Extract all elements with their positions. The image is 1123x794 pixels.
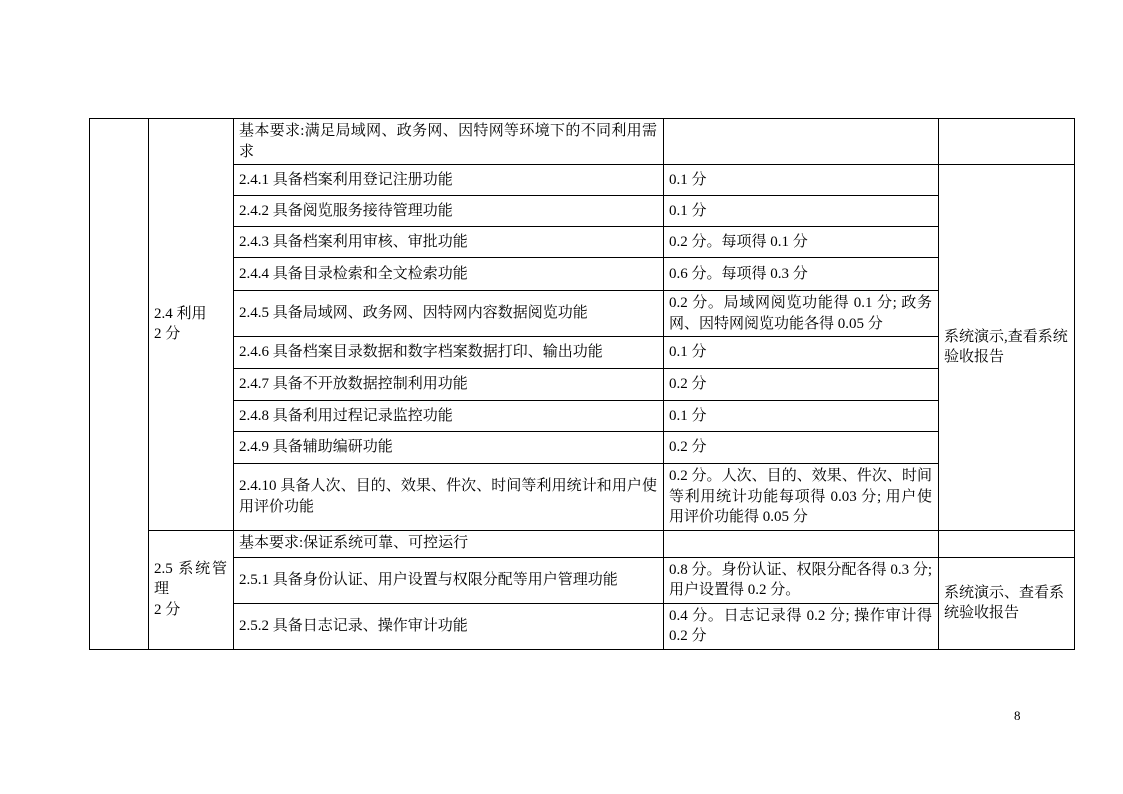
table-row bbox=[90, 196, 1075, 227]
requirement-2-4-1: 2.4.1 具备档案利用登记注册功能 bbox=[234, 165, 664, 196]
table-row bbox=[90, 369, 1075, 401]
requirement-2-4-7: 2.4.7 具备不开放数据控制利用功能 bbox=[234, 369, 664, 401]
table-row bbox=[90, 557, 1075, 603]
category-cell-2-5 bbox=[149, 530, 234, 649]
empty-score-cell bbox=[664, 530, 939, 557]
table-row bbox=[90, 165, 1075, 196]
requirement-2-4-3: 2.4.3 具备档案利用审核、审批功能 bbox=[234, 227, 664, 258]
table-row bbox=[90, 227, 1075, 258]
requirement-2-5-1: 2.5.1 具备身份认证、用户设置与权限分配等用户管理功能 bbox=[234, 557, 664, 603]
verification-cell-2-4: 系统演示,查看系统验收报告 bbox=[939, 165, 1075, 531]
requirement-2-4-4: 2.4.4 具备目录检索和全文检索功能 bbox=[234, 258, 664, 291]
score-2-4-2: 0.1 分 bbox=[664, 196, 939, 227]
basic-requirement-2-4: 基本要求:满足局域网、政务网、因特网等环境下的不同利用需求 bbox=[234, 119, 664, 165]
score-2-4-5: 0.2 分。局域网阅览功能得 0.1 分; 政务网、因特网阅览功能各得 0.05 分 bbox=[664, 291, 939, 337]
left-margin-cell bbox=[90, 119, 149, 650]
score-2-4-6: 0.1 分 bbox=[664, 337, 939, 369]
requirement-2-4-5: 2.4.5 具备局域网、政务网、因特网内容数据阅览功能 bbox=[234, 291, 664, 337]
requirement-2-4-6: 2.4.6 具备档案目录数据和数字档案数据打印、输出功能 bbox=[234, 337, 664, 369]
score-2-5-2: 0.4 分。日志记录得 0.2 分; 操作审计得 0.2 分 bbox=[664, 603, 939, 649]
score-2-4-1: 0.1 分 bbox=[664, 165, 939, 196]
table-row bbox=[90, 258, 1075, 291]
category-cell-2-4 bbox=[149, 119, 234, 531]
score-2-4-10: 0.2 分。人次、目的、效果、件次、时间等利用统计功能每项得 0.03 分; 用户使用评价功能得 0.05 分 bbox=[664, 464, 939, 531]
table-row bbox=[90, 464, 1075, 531]
table-row bbox=[90, 291, 1075, 337]
page-number: 8 bbox=[1014, 708, 1021, 723]
requirement-2-4-8: 2.4.8 具备利用过程记录监控功能 bbox=[234, 401, 664, 432]
table-row bbox=[90, 337, 1075, 369]
requirement-2-4-2: 2.4.2 具备阅览服务接待管理功能 bbox=[234, 196, 664, 227]
category-score-label: 2 分 bbox=[154, 326, 181, 343]
requirement-2-4-9: 2.4.9 具备辅助编研功能 bbox=[234, 432, 664, 464]
requirement-2-5-2: 2.5.2 具备日志记录、操作审计功能 bbox=[234, 603, 664, 649]
score-2-4-8: 0.1 分 bbox=[664, 401, 939, 432]
requirement-2-4-10: 2.4.10 具备人次、目的、效果、件次、时间等利用统计和用户使用评价功能 bbox=[234, 464, 664, 531]
score-2-5-1: 0.8 分。身份认证、权限分配各得 0.3 分; 用户设置得 0.2 分。 bbox=[664, 557, 939, 603]
empty-verification-cell bbox=[939, 119, 1075, 165]
basic-requirement-2-5: 基本要求:保证系统可靠、可控运行 bbox=[234, 530, 664, 557]
empty-score-cell bbox=[664, 119, 939, 165]
score-2-4-9: 0.2 分 bbox=[664, 432, 939, 464]
table-row bbox=[90, 432, 1075, 464]
evaluation-table bbox=[89, 118, 1075, 650]
score-2-4-4: 0.6 分。每项得 0.3 分 bbox=[664, 258, 939, 291]
empty-verification-cell bbox=[939, 530, 1075, 557]
score-2-4-3: 0.2 分。每项得 0.1 分 bbox=[664, 227, 939, 258]
table-row bbox=[90, 401, 1075, 432]
category-score-label: 2 分 bbox=[154, 601, 181, 618]
table-row bbox=[90, 603, 1075, 649]
category-label: 2.5 系统管理 bbox=[154, 560, 227, 598]
verification-cell-2-5: 系统演示、查看系统验收报告 bbox=[939, 557, 1075, 649]
table-row bbox=[90, 530, 1075, 557]
score-2-4-7: 0.2 分 bbox=[664, 369, 939, 401]
category-label: 2.4 利用 bbox=[154, 305, 207, 322]
table-row bbox=[90, 119, 1075, 165]
